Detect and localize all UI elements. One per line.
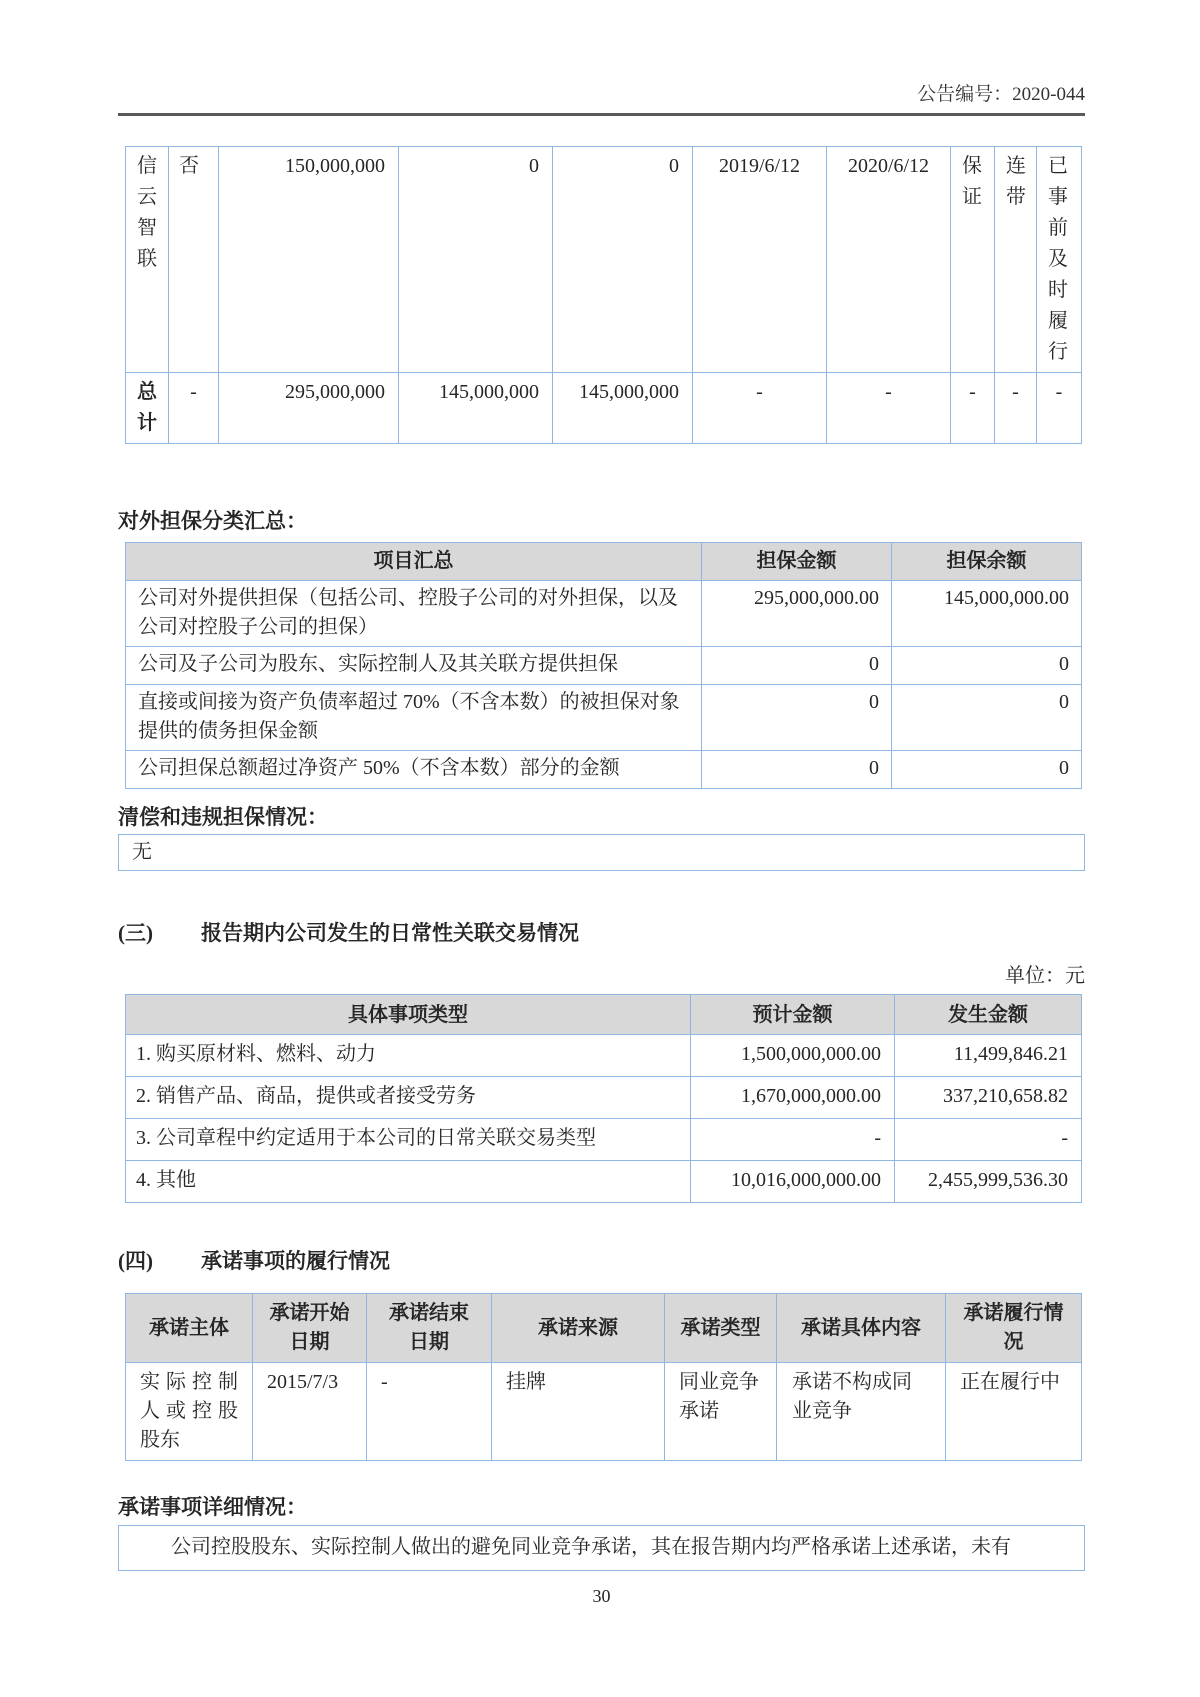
summary-row — [126, 751, 1082, 789]
column-header-subject: 承诺主体 — [126, 1294, 253, 1363]
doc-number: 公告编号：2020-044 — [917, 84, 1085, 105]
item-cell: 公司担保总额超过净资产 50%（不含本数）部分的金额 — [126, 751, 702, 789]
guarantee-total-row — [126, 373, 1082, 444]
column-header-status: 承诺履行情况 — [946, 1294, 1082, 1363]
performance-status-cell: 已事前及时履行 — [1037, 147, 1082, 373]
commitments-header-row — [126, 1294, 1082, 1363]
guarantee-amount-cell: 295,000,000 — [219, 373, 399, 444]
commitment-detail-box — [118, 1525, 1085, 1571]
section3-heading — [118, 921, 1085, 945]
section4-heading — [118, 1249, 1085, 1273]
column-header-content: 承诺具体内容 — [777, 1294, 946, 1363]
total-label-cell: 总计 — [126, 373, 169, 444]
guarantee-summary-table — [125, 542, 1082, 789]
section3-title: 报告期内公司发生的日常性关联交易情况 — [201, 921, 579, 945]
transaction-row — [126, 1035, 1082, 1077]
guarantee-amount-cell: 150,000,000 — [219, 147, 399, 373]
amount-cell: 0 — [702, 685, 892, 751]
subject-cell: 实际控制人或控股股东 — [126, 1363, 253, 1461]
start-date-cell: - — [693, 373, 827, 444]
commitment-row — [126, 1363, 1082, 1461]
item-cell: 直接或间接为资产负债率超过 70%（不含本数）的被担保对象提供的债务担保金额 — [126, 685, 702, 751]
balance-cell: 145,000,000.00 — [892, 581, 1082, 647]
type-cell: 同业竞争承诺 — [665, 1363, 777, 1461]
estimated-cell: 1,670,000,000.00 — [691, 1077, 895, 1119]
guarantee-detail-table — [125, 146, 1082, 444]
column-header-start-date: 承诺开始日期 — [253, 1294, 367, 1363]
guarantee-summary-heading: 对外担保分类汇总： — [118, 509, 307, 533]
balance-cell: 0 — [553, 147, 693, 373]
item-cell: 2. 销售产品、商品，提供或者接受劳务 — [126, 1077, 691, 1119]
column-header-type: 承诺类型 — [665, 1294, 777, 1363]
amount-cell: 0 — [702, 647, 892, 685]
actual-cell: 2,455,999,536.30 — [895, 1161, 1082, 1203]
guarantee-mode-cell: - — [995, 373, 1037, 444]
balance-cell: 0 — [892, 685, 1082, 751]
page-number: 30 — [592, 1586, 611, 1606]
settlement-box — [118, 834, 1085, 871]
commitment-detail-text: 公司控股股东、实际控制人做出的避免同业竞争承诺，其在报告期内均严格承诺上述承诺，未有 — [171, 1536, 1011, 1558]
actual-amount-cell: 0 — [399, 147, 553, 373]
item-cell: 公司对外提供担保（包括公司、控股子公司的对外担保，以及公司对控股子公司的担保） — [126, 581, 702, 647]
start-date-cell: 2015/7/3 — [253, 1363, 367, 1461]
column-header-source: 承诺来源 — [492, 1294, 665, 1363]
column-header-item: 项目汇总 — [126, 543, 702, 581]
related-transactions-table — [125, 994, 1082, 1203]
column-header-estimated: 预计金额 — [691, 995, 895, 1035]
end-date-cell: 2020/6/12 — [827, 147, 951, 373]
performance-status-cell: - — [1037, 373, 1082, 444]
commitments-table — [125, 1293, 1082, 1461]
estimated-cell: 1,500,000,000.00 — [691, 1035, 895, 1077]
unit-label: 单位：元 — [1005, 965, 1085, 987]
actual-cell: - — [895, 1119, 1082, 1161]
estimated-cell: - — [691, 1119, 895, 1161]
balance-cell: 145,000,000 — [553, 373, 693, 444]
guarantee-row — [126, 147, 1082, 373]
summary-row — [126, 685, 1082, 751]
end-date-cell: - — [367, 1363, 492, 1461]
item-cell: 公司及子公司为股东、实际控制人及其关联方提供担保 — [126, 647, 702, 685]
column-header-end-date: 承诺结束日期 — [367, 1294, 492, 1363]
balance-cell: 0 — [892, 751, 1082, 789]
actual-amount-cell: 145,000,000 — [399, 373, 553, 444]
settlement-heading: 清偿和违规担保情况： — [118, 805, 328, 829]
content-cell: 承诺不构成同业竞争 — [777, 1363, 946, 1461]
transactions-header-row — [126, 995, 1082, 1035]
source-cell: 挂牌 — [492, 1363, 665, 1461]
estimated-cell: 10,016,000,000.00 — [691, 1161, 895, 1203]
actual-cell: 11,499,846.21 — [895, 1035, 1082, 1077]
amount-cell: 295,000,000.00 — [702, 581, 892, 647]
guarantor-name-cell: 信云智联 — [126, 147, 169, 373]
column-header-actual: 发生金额 — [895, 995, 1082, 1035]
item-cell: 1. 购买原材料、燃料、动力 — [126, 1035, 691, 1077]
item-cell: 3. 公司章程中约定适用于本公司的日常关联交易类型 — [126, 1119, 691, 1161]
amount-cell: 0 — [702, 751, 892, 789]
summary-header-row — [126, 543, 1082, 581]
settlement-value: 无 — [132, 841, 152, 863]
start-date-cell: 2019/6/12 — [693, 147, 827, 373]
guarantee-type-cell: - — [951, 373, 995, 444]
guarantee-mode-cell: 连带 — [995, 147, 1037, 373]
column-header-amount: 担保金额 — [702, 543, 892, 581]
actual-cell: 337,210,658.82 — [895, 1077, 1082, 1119]
section3-label: (三) — [118, 921, 153, 945]
transaction-row — [126, 1161, 1082, 1203]
balance-cell: 0 — [892, 647, 1082, 685]
transaction-row — [126, 1119, 1082, 1161]
end-date-cell: - — [827, 373, 951, 444]
item-cell: 4. 其他 — [126, 1161, 691, 1203]
header-rule — [118, 113, 1085, 116]
section4-title: 承诺事项的履行情况 — [201, 1249, 390, 1273]
transaction-row — [126, 1077, 1082, 1119]
column-header-type: 具体事项类型 — [126, 995, 691, 1035]
status-cell: 正在履行中 — [946, 1363, 1082, 1461]
guarantee-type-cell: 保证 — [951, 147, 995, 373]
related-party-cell: - — [169, 373, 219, 444]
summary-row — [126, 647, 1082, 685]
related-party-cell: 否 — [169, 147, 219, 373]
commitment-detail-heading: 承诺事项详细情况： — [118, 1495, 307, 1519]
column-header-balance: 担保余额 — [892, 543, 1082, 581]
section4-label: (四) — [118, 1249, 153, 1273]
summary-row — [126, 581, 1082, 647]
